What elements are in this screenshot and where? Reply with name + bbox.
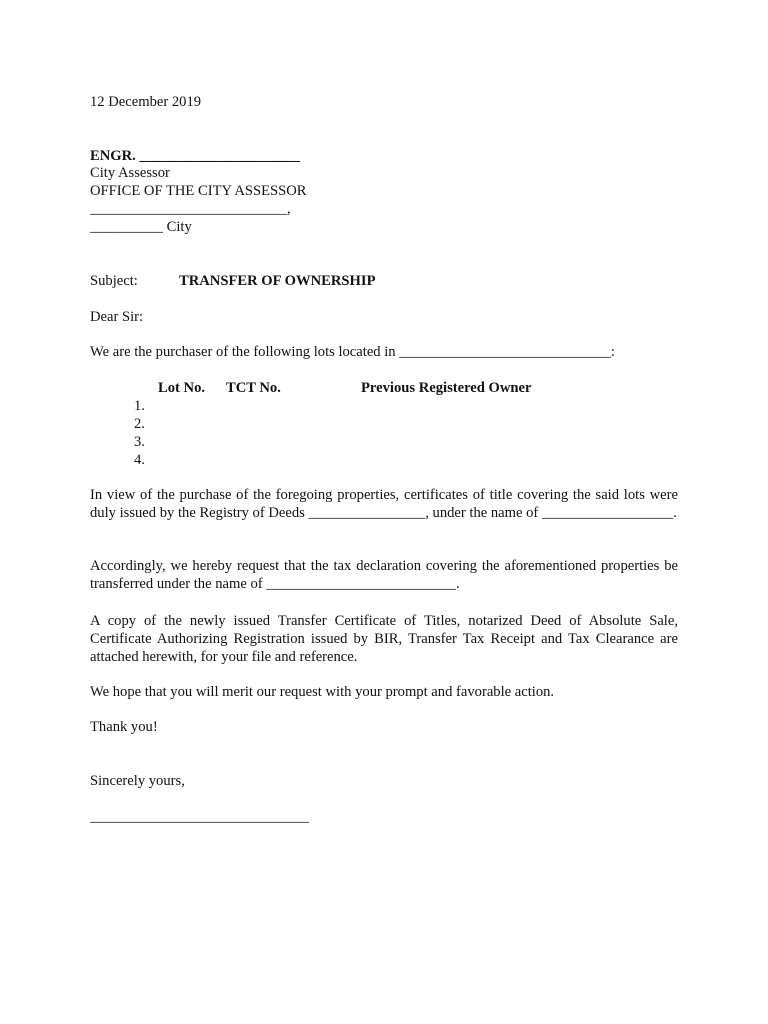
body-paragraph: In view of the purchase of the foregoing properties, certificates of title covering the said lots were duly issued by the Registry of Deeds ________________, under the name of __________________. (90, 487, 678, 521)
salutation: Dear Sir: (90, 309, 144, 325)
signature-line: ______________________________ (90, 809, 309, 825)
letter-date: 12 December 2019 (90, 94, 202, 110)
list-item: 3. (134, 434, 145, 450)
subject-text: TRANSFER OF OWNERSHIP (179, 273, 376, 289)
recipient-office: OFFICE OF THE CITY ASSESSOR (90, 183, 307, 199)
thanks-line: Thank you! (90, 719, 158, 735)
body-paragraph: A copy of the newly issued Transfer Certificate of Titles, notarized Deed of Absolute Sale, Certificate Authorizing Registration issued by BIR, Transfer Tax Receipt and Tax Clearance are attached herewith, for your file and reference. (90, 613, 678, 665)
closing-line: Sincerely yours, (90, 773, 185, 789)
table-header-lot-no: Lot No. (158, 380, 206, 396)
list-item: 4. (134, 452, 145, 468)
table-header-tct-no: TCT No. (226, 380, 281, 396)
body-paragraph: We hope that you will merit our request with your prompt and favorable action. (90, 684, 555, 700)
list-item: 2. (134, 416, 145, 432)
list-item: 1. (134, 398, 145, 414)
subject-label: Subject: (90, 273, 138, 289)
body-paragraph: Accordingly, we hereby request that the tax declaration covering the aforementioned properties be transferred under the name of __________________________. (90, 558, 678, 592)
intro-paragraph: We are the purchaser of the following lots located in _____________________________: (90, 344, 615, 360)
recipient-position: City Assessor (90, 165, 170, 181)
recipient-address-line: ___________________________, (90, 201, 291, 217)
table-header-previous-owner: Previous Registered Owner (361, 380, 532, 396)
recipient-title: ENGR. ______________________ (90, 148, 300, 164)
recipient-city-line: __________ City (90, 219, 192, 235)
